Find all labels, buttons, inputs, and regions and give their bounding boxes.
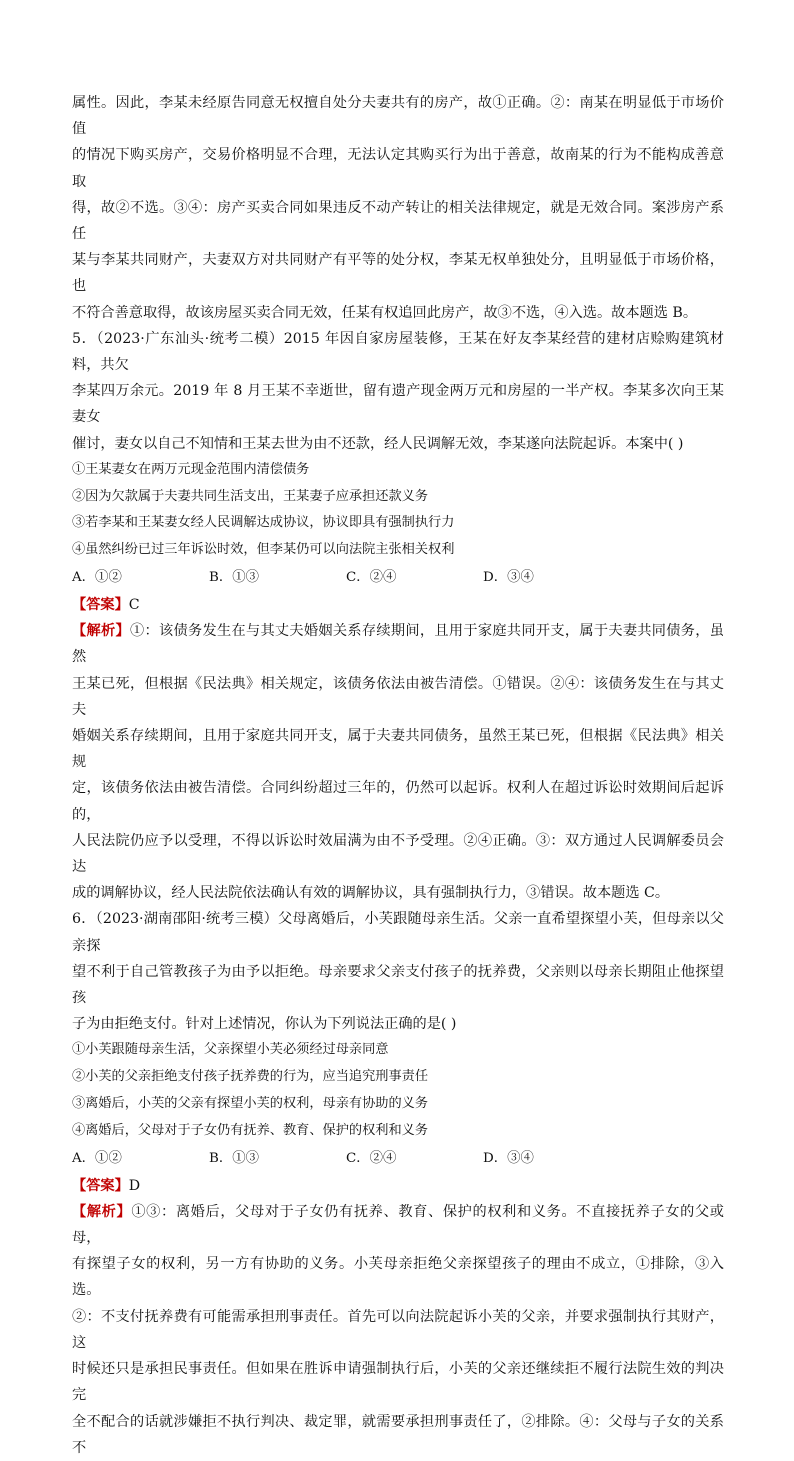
q5-analysis-line: 人民法院仍应予以受理，不得以诉讼时效届满为由不予受理。②④正确。③：双方通过人民调解委员会达 bbox=[72, 832, 724, 876]
q6-statement: ①小芙跟随母亲生活，父亲探望小芙必须经过母亲同意 bbox=[72, 1042, 389, 1058]
q5-statement: ③若李某和王某妻女经人民调解达成协议，协议即具有强制执行力 bbox=[72, 515, 455, 531]
q5-analysis-line: 王某已死，但根据《民法典》相关规定，该债务依法由被告清偿。①错误。②④：该债务发生在与其丈夫 bbox=[72, 675, 724, 718]
analysis-text: ①③：离婚后，父母对于子女仍有抚养、教育、保护的权利和义务。不直接抚养子女的父或母， bbox=[72, 1203, 724, 1247]
analysis-label: 【解析】 bbox=[72, 1203, 132, 1220]
q5-analysis-line: 婚姻关系存续期间，且用于家庭共同开支，属于夫妻共同债务，虽然王某已死，但根据《民法典》相关规 bbox=[72, 728, 724, 771]
q6-option-b: B．①③ bbox=[209, 1150, 260, 1166]
q6-option-a: A．①② bbox=[72, 1150, 122, 1166]
q6-statement: ②小芙的父亲拒绝支付孩子抚养费的行为，应当追究刑事责任 bbox=[72, 1069, 429, 1085]
q6-analysis-line: ②：不支付抚养费有可能需承担刑事责任。首先可以向法院起诉小芙的父亲，并要求强制执行其财产，这 bbox=[72, 1308, 724, 1351]
q5-analysis-line: 成的调解协议，经人民法院依法确认有效的调解协议，具有强制执行力，③错误。故本题选 C。 bbox=[72, 885, 670, 902]
q6-option-c: C．②④ bbox=[346, 1150, 397, 1166]
q6-analysis bbox=[72, 1199, 724, 1251]
q5-statement: ②因为欠款属于夫妻共同生活支出，王某妻子应承担还款义务 bbox=[72, 488, 429, 504]
q5-stem: 催讨，妻女以自己不知情和王某去世为由不还款，经人民调解无效，李某遂向法院起诉。本案中( ) bbox=[72, 435, 684, 452]
q6-answer bbox=[72, 1173, 724, 1199]
answer-value: C bbox=[128, 597, 140, 614]
q5-stem: 李某四万余元。2019 年 8 月王某不幸逝世，留有遗产现金两万元和房屋的一半产权。李某多次向王某妻女 bbox=[72, 383, 724, 426]
analysis-label: 【解析】 bbox=[72, 623, 130, 640]
q5-statement: ①王某妻女在两万元现金范围内清偿债务 bbox=[72, 461, 310, 477]
intro-line: 属性。因此，李某未经原告同意无权擅自处分夫妻共有的房产，故①正确。②：南某在明显低于市场价值 bbox=[72, 95, 724, 138]
intro-line: 某与李某共同财产，夫妻双方对共同财产有平等的处分权，李某无权单独处分，且明显低于市场价格，也 bbox=[72, 252, 724, 295]
q5-statement: ④虽然纠纷已过三年诉讼时效，但李某仍可以向法院主张相关权利 bbox=[72, 542, 455, 558]
q6-analysis-line: 有探望子女的权利，另一方有协助的义务。小芙母亲拒绝父亲探望孩子的理由不成立，①排除，③入选。 bbox=[72, 1256, 724, 1299]
q5-answer bbox=[72, 592, 724, 618]
intro-line: 不符合善意取得，故该房屋买卖合同无效，任某有权追回此房产，故③不选，④入选。故本题选 B。 bbox=[72, 304, 698, 321]
answer-label: 【答案】 bbox=[72, 1177, 129, 1194]
q5-analysis bbox=[72, 618, 724, 670]
answer-value: D bbox=[128, 1177, 141, 1194]
document-page bbox=[72, 90, 724, 1461]
q6-stem: 6．（2023·湖南邵阳·统考三模）父母离婚后，小芙跟随母亲生活。父亲一直希望探望小芙，但母亲以父亲探 bbox=[72, 911, 724, 954]
q5-option-d: D．③④ bbox=[483, 570, 534, 586]
intro-line: 的情况下购买房产，交易价格明显不合理，无法认定其购买行为出于善意，故南某的行为不能构成善意取 bbox=[72, 147, 724, 190]
q6-stem: 望不利于自己管教孩子为由予以拒绝。母亲要求父亲支付孩子的抚养费，父亲则以母亲长期阻止他探望孩 bbox=[72, 963, 724, 1007]
q6-options bbox=[72, 1145, 724, 1173]
q5-option-c: C．②④ bbox=[346, 570, 397, 586]
q6-stem: 子为由拒绝支付。针对上述情况，你认为下列说法正确的是( ) bbox=[72, 1016, 457, 1033]
q6-analysis-line: 全不配合的话就涉嫌拒不执行判决、裁定罪，就需要承担刑事责任了，②排除。④：父母与子女的关系不 bbox=[72, 1413, 724, 1456]
q6-analysis-line: 时候还只是承担民事责任。但如果在胜诉申请强制执行后，小芙的父亲还继续拒不履行法院生效的判决完 bbox=[72, 1361, 724, 1404]
q5-analysis-line: 定，该债务依法由被告清偿。合同纠纷超过三年的，仍然可以起诉。权利人在超过诉讼时效期间后起诉的， bbox=[72, 780, 724, 823]
q6-statement: ③离婚后，小芙的父亲有探望小芙的权利，母亲有协助的义务 bbox=[72, 1096, 429, 1112]
answer-label: 【答案】 bbox=[72, 597, 129, 614]
q6-statement: ④离婚后，父母对于子女仍有抚养、教育、保护的权利和义务 bbox=[72, 1122, 429, 1138]
q5-option-a: A．①② bbox=[72, 570, 122, 586]
q6-option-d: D．③④ bbox=[483, 1150, 534, 1166]
intro-line: 得，故②不选。③④：房产买卖合同如果违反不动产转让的相关法律规定，就是无效合同。案涉房产系任 bbox=[72, 199, 724, 243]
q5-options bbox=[72, 564, 724, 592]
q5-stem: 5．（2023·广东汕头·统考二模）2015 年因自家房屋装修，王某在好友李某经营的建材店赊购建筑材料，共欠 bbox=[72, 330, 724, 374]
analysis-text: ①：该债务发生在与其丈夫婚姻关系存续期间，且用于家庭共同开支，属于夫妻共同债务，虽然 bbox=[72, 623, 724, 666]
q5-option-b: B．①③ bbox=[209, 570, 260, 586]
